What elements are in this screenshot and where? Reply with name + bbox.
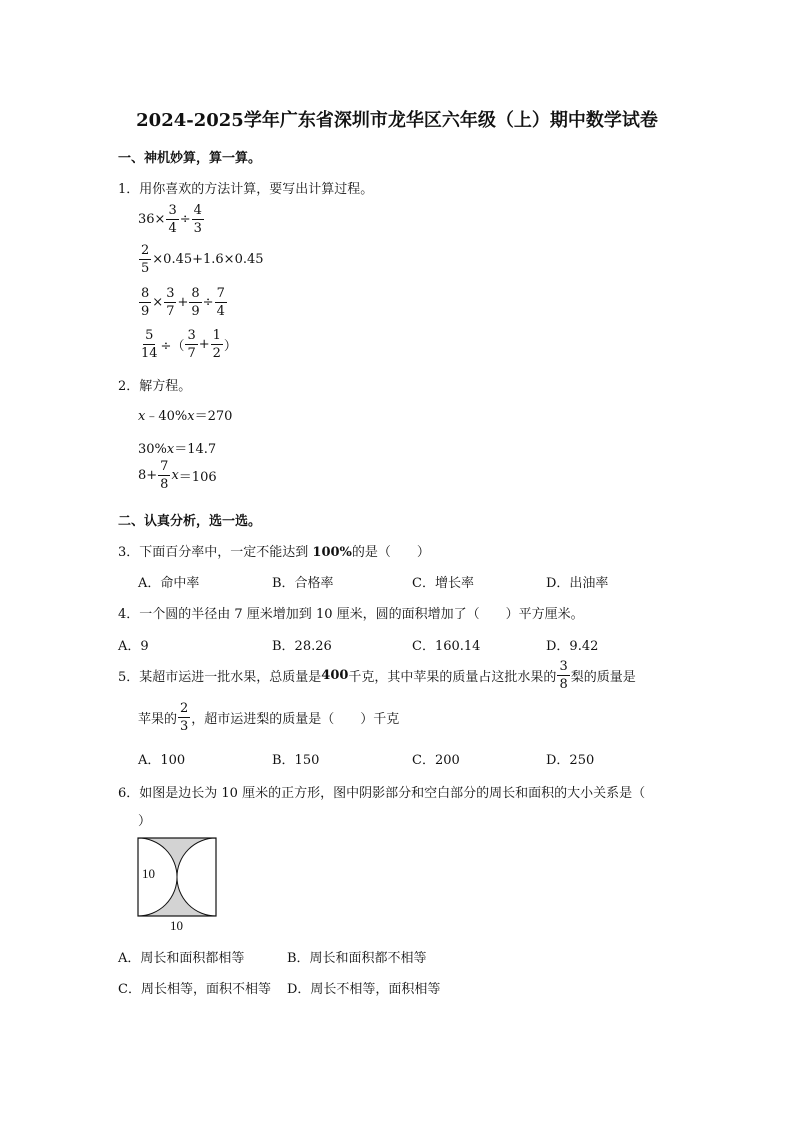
q3-option-a[interactable]: A．命中率 — [138, 576, 200, 591]
fraction: $\frac{8}{9}$ — [191, 286, 200, 319]
section1-heading: 一、神机妙算，算一算。 — [118, 151, 262, 166]
q6-option-d[interactable]: D．周长不相等，面积相等 — [287, 982, 441, 997]
q6-option-b[interactable]: B．周长和面积都不相等 — [287, 951, 427, 966]
q3-option-d[interactable]: D．出油率 — [546, 576, 609, 591]
fraction: $\frac{3}{8}$ — [559, 659, 568, 692]
q5-stem-line1: 5．某超市运进一批水果，总质量是 400 千克，其中苹果的质量占这批水果的 $\frac{3}{8}$ 梨的质量是 — [118, 659, 636, 692]
q2-equation-2: 30%x＝14.7 — [138, 442, 217, 457]
fraction: $\frac{3}{7}$ — [166, 286, 175, 319]
fraction: $\frac{5}{14}$ — [141, 328, 158, 361]
fraction: $\frac{4}{3}$ — [193, 203, 202, 236]
q2-stem: 2．解方程。 — [118, 379, 192, 394]
fraction: $\frac{2}{3}$ — [180, 701, 189, 734]
q1-expression-3: $\frac{8}{9}$ × $\frac{3}{7}$ + $\frac{8}{9}$ ÷ $\frac{7}{4}$ — [141, 286, 225, 319]
fraction: $\frac{2}{5}$ — [141, 243, 150, 276]
section2-heading: 二、认真分析，选一选。 — [118, 514, 262, 529]
q2-equation-1: x﹣40%x＝270 — [138, 409, 233, 424]
q4-option-c[interactable]: C．160.14 — [412, 639, 481, 654]
q6-option-c[interactable]: C．周长相等，面积不相等 — [118, 982, 271, 997]
q4-option-b[interactable]: B．28.26 — [272, 639, 332, 654]
q6-option-a[interactable]: A．周长和面积都相等 — [118, 951, 245, 966]
fraction: $\frac{7}{4}$ — [216, 286, 225, 319]
q1-expression-4: $\frac{5}{14}$ ÷（ $\frac{3}{7}$ + $\frac{1}{2}$ ） — [141, 328, 237, 361]
fraction: $\frac{1}{2}$ — [212, 328, 221, 361]
q5-option-b[interactable]: B．150 — [272, 753, 320, 768]
q1-expression-1: 36× $\frac{3}{4}$ ÷ $\frac{4}{3}$ — [138, 203, 202, 236]
fraction: $\frac{8}{9}$ — [141, 286, 150, 319]
q4-option-d[interactable]: D．9.42 — [546, 639, 599, 654]
q3-option-c[interactable]: C．增长率 — [412, 576, 474, 591]
fraction: $\frac{7}{8}$ — [160, 459, 169, 492]
q5-option-d[interactable]: D．250 — [546, 753, 595, 768]
fraction: $\frac{3}{4}$ — [168, 203, 177, 236]
q1-stem: 1．用你喜欢的方法计算，要写出计算过程。 — [118, 182, 374, 197]
q3-option-b[interactable]: B．合格率 — [272, 576, 334, 591]
q4-option-a[interactable]: A．9 — [118, 639, 149, 654]
q4-stem: 4．一个圆的半径由 7 厘米增加到 10 厘米，圆的面积增加了（ ）平方厘米。 — [118, 607, 584, 622]
q3-stem: 3．下面百分率中，一定不能达到 100%的是（ ） — [118, 545, 430, 560]
q1-expression-2: $\frac{2}{5}$ ×0.45+1.6×0.45 — [141, 243, 264, 276]
q5-stem-line2: 苹果的 $\frac{2}{3}$ ，超市运进梨的质量是（ ）千克 — [138, 701, 400, 734]
page-title: 2024-2025学年广东省深圳市龙华区六年级（上）期中数学试卷 — [136, 110, 658, 131]
q2-equation-3: 8+ $\frac{7}{8}$ x ＝106 — [138, 459, 217, 492]
q6-stem: 6．如图是边长为 10 厘米的正方形，图中阴影部分和空白部分的周长和面积的大小关系是（ — [118, 786, 646, 801]
figure-label-bottom: 10 — [170, 918, 183, 933]
square-semicircle-figure — [120, 830, 230, 940]
figure-label-left: 10 — [142, 866, 155, 881]
q5-option-a[interactable]: A．100 — [138, 753, 186, 768]
q5-option-c[interactable]: C．200 — [412, 753, 460, 768]
fraction: $\frac{3}{7}$ — [187, 328, 196, 361]
q6-stem-close: ） — [138, 814, 152, 829]
